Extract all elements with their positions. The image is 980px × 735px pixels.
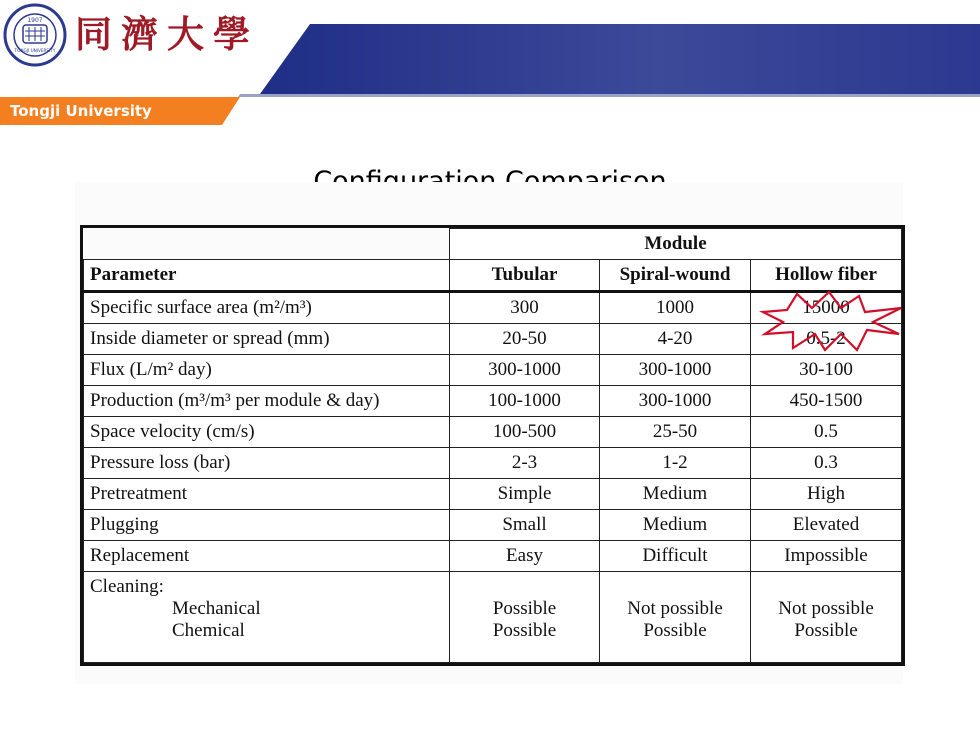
- blank-corner-cell: [84, 229, 450, 260]
- col-header-hollow-fiber: Hollow fiber: [751, 260, 902, 292]
- param-cell: Inside diameter or spread (mm): [84, 324, 450, 355]
- university-seal-icon: [3, 3, 67, 67]
- tubular-cell: 2-3: [450, 448, 600, 479]
- header-band: [0, 0, 980, 97]
- param-cell: Pressure loss (bar): [84, 448, 450, 479]
- col-header-spiral-wound: Spiral-wound: [600, 260, 751, 292]
- table-row: [84, 479, 902, 510]
- col-header-parameter: Parameter: [84, 260, 450, 292]
- param-cell: Plugging: [84, 510, 450, 541]
- tubular-cell: 20-50: [450, 324, 600, 355]
- module-group-header: Module: [450, 229, 902, 260]
- tubular-chemical: Possible: [492, 620, 557, 641]
- seal-year: 1907: [27, 17, 43, 24]
- col-header-tubular: Tubular: [450, 260, 600, 292]
- spiral-cell: 1000: [600, 292, 751, 324]
- tubular-cell: 100-1000: [450, 386, 600, 417]
- column-header-row: [84, 260, 902, 292]
- cleaning-param-cell: [84, 572, 450, 663]
- param-cell: Space velocity (cm/s): [84, 417, 450, 448]
- tubular-mechanical: Possible: [492, 598, 557, 619]
- hollow-cell: 15000: [751, 292, 902, 324]
- hollow-cell: 0.5: [751, 417, 902, 448]
- hollow-cell: Impossible: [751, 541, 902, 572]
- spiral-mechanical: Not possible: [627, 598, 723, 619]
- cleaning-label: Cleaning:: [90, 576, 164, 597]
- table-row: [84, 510, 902, 541]
- table-row: [84, 355, 902, 386]
- university-english-name: Tongji University: [10, 102, 152, 120]
- hollow-cell: 0.5-2: [751, 324, 902, 355]
- param-cell: Production (m³/m³ per module & day): [84, 386, 450, 417]
- table-row: [84, 386, 902, 417]
- tubular-cell: Small: [450, 510, 600, 541]
- hollow-cell: Elevated: [751, 510, 902, 541]
- spiral-cell: 25-50: [600, 417, 751, 448]
- hollow-cell: 30-100: [751, 355, 902, 386]
- cleaning-spiral-cell: [600, 572, 751, 663]
- hollow-chemical: Possible: [794, 620, 858, 641]
- spiral-cell: 4-20: [600, 324, 751, 355]
- group-header-row: [84, 229, 902, 260]
- spiral-cell: Difficult: [600, 541, 751, 572]
- param-cell: Pretreatment: [84, 479, 450, 510]
- cleaning-tubular-cell: [450, 572, 600, 663]
- seal-ring-text: TONGJI UNIVERSITY: [14, 48, 56, 53]
- tubular-cell: Simple: [450, 479, 600, 510]
- hollow-cell: High: [751, 479, 902, 510]
- table-row: [84, 541, 902, 572]
- table-row: [84, 448, 902, 479]
- cleaning-mechanical-label: Mechanical: [172, 598, 261, 619]
- tubular-cell: 300: [450, 292, 600, 324]
- spiral-cell: Medium: [600, 479, 751, 510]
- tubular-cell: Easy: [450, 541, 600, 572]
- cleaning-hollow-cell: [751, 572, 902, 663]
- university-chinese-name: 同濟大學: [75, 12, 259, 56]
- spiral-chemical: Possible: [643, 620, 707, 641]
- param-cell: Specific surface area (m²/m³): [84, 292, 450, 324]
- table-row: [84, 417, 902, 448]
- hollow-cell: 0.3: [751, 448, 902, 479]
- spiral-cell: 300-1000: [600, 386, 751, 417]
- table-row: [84, 292, 902, 324]
- table-row: [84, 324, 902, 355]
- spiral-cell: 300-1000: [600, 355, 751, 386]
- tubular-cell: 100-500: [450, 417, 600, 448]
- param-cell: Flux (L/m² day): [84, 355, 450, 386]
- spiral-cell: Medium: [600, 510, 751, 541]
- cleaning-chemical-label: Chemical: [172, 620, 245, 641]
- tubular-cell: 300-1000: [450, 355, 600, 386]
- spiral-cell: 1-2: [600, 448, 751, 479]
- hollow-mechanical: Not possible: [778, 598, 874, 619]
- param-cell: Replacement: [84, 541, 450, 572]
- hollow-cell: 450-1500: [751, 386, 902, 417]
- comparison-table: [83, 228, 902, 663]
- cleaning-row: [84, 572, 902, 663]
- blue-band: [260, 24, 980, 94]
